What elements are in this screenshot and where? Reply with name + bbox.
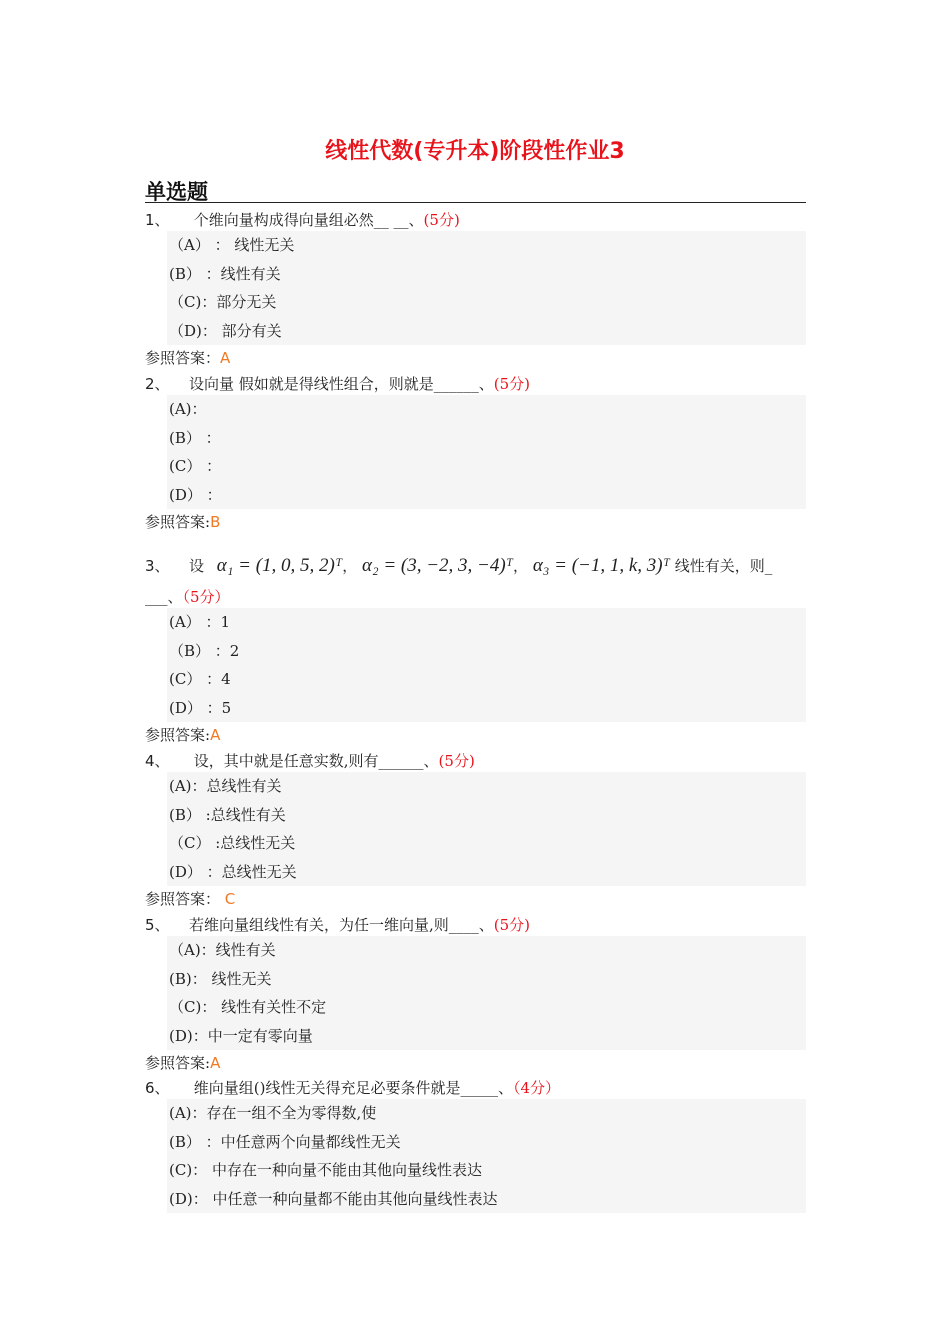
answer-4: 参照答案： C [145, 890, 236, 908]
answer-label: 参照答案 [145, 513, 206, 531]
option-a[interactable]: (A） ：1 [169, 613, 230, 631]
answer-label: 参照答案 [145, 726, 206, 744]
option-d[interactable]: (D） ： [169, 485, 222, 504]
option-d[interactable]: （D)： 部分有关 [169, 321, 282, 340]
answer-3: 参照答案:A [145, 726, 221, 744]
section-heading [145, 176, 806, 203]
options-1 [167, 231, 806, 345]
option-c[interactable]: (C） ： [169, 457, 222, 475]
formula-alpha3: α₃ = (−1, 1, k, 3)ᵀ [532, 555, 670, 576]
answer-1: 参照答案：A [145, 349, 231, 367]
option-a[interactable]: (A)：存在一组不全为零得数,使 [169, 1104, 377, 1122]
option-d[interactable]: (D)： 中任意一种向量都不能由其他向量线性表达 [169, 1189, 498, 1208]
question-1 [145, 207, 460, 233]
question-6 [145, 1075, 560, 1101]
option-c[interactable]: (C） ：4 [169, 670, 231, 688]
option-d[interactable]: (D） ：5 [169, 698, 232, 717]
option-d[interactable]: (D)：中一定有零向量 [169, 1026, 313, 1045]
answer-label: 参照答案 [145, 890, 206, 908]
options-4 [167, 772, 806, 886]
option-d[interactable]: (D） ：总线性无关 [169, 862, 297, 881]
option-a[interactable]: （A） ： 线性无关 [169, 236, 295, 254]
question-text-tail: 线性有关，则_ [674, 557, 773, 575]
option-b[interactable]: (B） :总线性有关 [169, 805, 286, 824]
question-score: (5分) [493, 916, 531, 934]
answer-2: 参照答案:B [145, 513, 221, 531]
options-2 [167, 395, 806, 509]
option-b[interactable]: (B） ： [169, 428, 221, 447]
answer-value: C [224, 890, 236, 908]
answer-value: A [210, 1054, 221, 1072]
option-c[interactable]: (C)： 中存在一种向量不能由其他向量线性表达 [169, 1161, 482, 1179]
question-number: 6、 [145, 1079, 170, 1097]
options-5 [167, 936, 806, 1050]
question-number: 2、 [145, 375, 170, 393]
option-c[interactable]: （C） :总线性无关 [169, 834, 296, 852]
question-3-line2 [145, 584, 230, 610]
question-4 [145, 748, 475, 774]
formula-alpha1: α₁ = (1, 0, 5, 2)ᵀ [216, 555, 343, 576]
options-6 [167, 1099, 806, 1213]
question-2 [145, 371, 530, 397]
question-score: (5分) [423, 211, 460, 229]
question-score: (5分) [438, 752, 475, 770]
question-blank: ___、 [145, 588, 183, 606]
option-b[interactable]: (B)： 线性无关 [169, 969, 272, 988]
option-b[interactable]: （B） ：2 [169, 641, 240, 660]
answer-label: 参照答案 [145, 349, 206, 367]
option-a[interactable]: (A)： [169, 400, 207, 418]
question-text: 设，其中就是任意实数,则有______、 [189, 752, 439, 770]
option-b[interactable]: (B） ：线性有关 [169, 264, 281, 283]
answer-value: B [210, 513, 221, 531]
question-text: 若维向量组线性有关，为任一维向量,则____、 [189, 916, 494, 934]
option-c[interactable]: （C)：部分无关 [169, 293, 277, 311]
page-title: 线性代数(专升本)阶段性作业3 [325, 139, 625, 164]
section-label: 单选题 [145, 180, 208, 204]
option-a[interactable]: (A)：总线性有关 [169, 777, 282, 795]
question-score: （4分） [512, 1079, 561, 1097]
option-b[interactable]: (B） ：中任意两个向量都线性无关 [169, 1132, 401, 1151]
formula-alpha2: α₂ = (3, −2, 3, −4)ᵀ [361, 555, 514, 576]
question-number: 5、 [145, 916, 170, 934]
options-3 [167, 608, 806, 722]
answer-value: A [220, 349, 231, 367]
question-3: 3、 设 α₁ = (1, 0, 5, 2)ᵀ， α₂ = (3, −2, 3, −4)ᵀ， α₃ = (−1, 1, k, 3)ᵀ 线性有关，则_ [145, 549, 772, 583]
option-c[interactable]: （C)： 线性有关性不定 [169, 998, 327, 1016]
question-number: 4、 [145, 752, 170, 770]
question-text: 个维向量构成得向量组必然__ __、 [189, 211, 424, 229]
answer-value: A [210, 726, 221, 744]
question-5 [145, 912, 530, 938]
question-number: 3、 [145, 557, 170, 575]
question-text: 设向量 假如就是得线性组合，则就是______、 [189, 375, 494, 393]
question-score: （5分） [182, 588, 230, 606]
question-number: 1、 [145, 211, 170, 229]
option-a[interactable]: （A)：线性有关 [169, 941, 276, 959]
answer-label: 参照答案 [145, 1054, 206, 1072]
question-text: 维向量组()线性无关得充足必要条件就是_____、 [189, 1079, 513, 1097]
answer-5: 参照答案:A [145, 1054, 221, 1072]
question-score: (5分) [493, 375, 531, 393]
question-text: 设 [189, 557, 205, 575]
